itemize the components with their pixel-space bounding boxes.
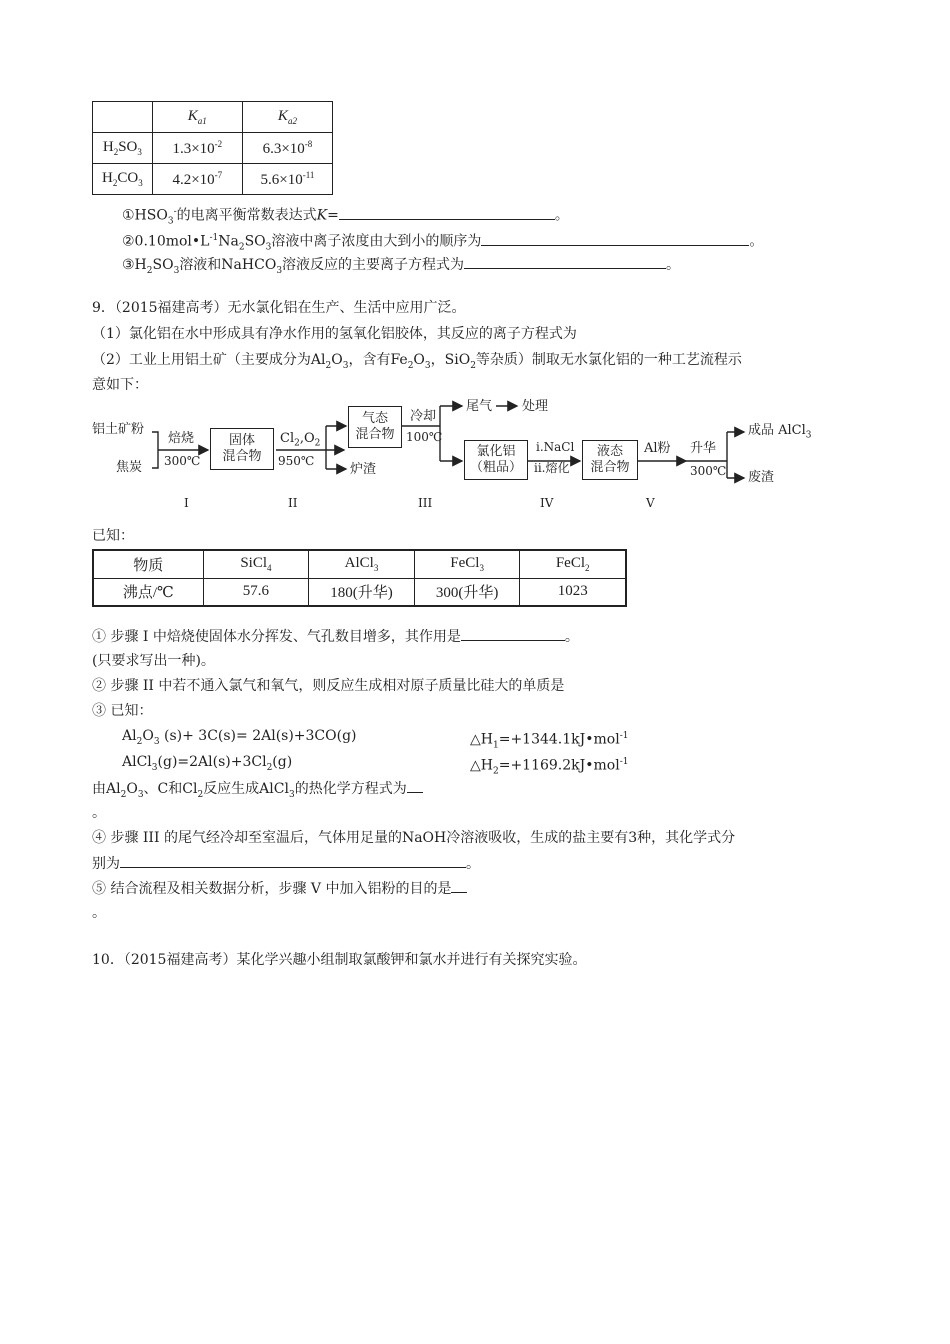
ka2-header: $K_{a2}$ <box>242 102 332 133</box>
bp-value: 180(升华) <box>309 578 415 606</box>
q9-step4: ④ 步骤 III 的尾气经冷却至室温后，气体用足量的NaOH冷溶液吸收，生成的盐主要有3种，其化学式分 <box>92 830 736 846</box>
bp-header-fecl2: FeCl$_2$ <box>520 550 626 578</box>
liquid-mixture-box: 液态 混合物 <box>582 440 638 480</box>
step-label-2: II <box>288 496 298 510</box>
step-label-3: III <box>418 496 433 510</box>
bp-value: 300(升华) <box>414 578 520 606</box>
q9-step4b: 别为 。 <box>92 853 480 874</box>
temp-300-label: 300℃ <box>164 454 201 468</box>
bp-row-label: 沸点/℃ <box>93 578 203 606</box>
bp-value: 57.6 <box>203 578 309 606</box>
ka1-cell: $1.3\times 10^{-2}$ <box>152 133 242 164</box>
q8-line-1: $①HSO_3^-$的电离平衡常数表达式K= 。 <box>122 202 569 231</box>
waste-label: 废渣 <box>748 470 775 485</box>
coke-label: 焦炭 <box>116 460 143 475</box>
bp-header-sicl4: SiCl$_4$ <box>203 550 309 578</box>
answer-blank[interactable] <box>461 626 565 641</box>
q9-part1: （1）氯化铝在水中形成具有净水作用的氢氧化铝胶体，其反应的离子方程式为 <box>92 326 577 342</box>
cool-label: 冷却 <box>410 409 437 424</box>
known-label: 已知： <box>92 528 134 544</box>
table-row <box>93 133 333 164</box>
ka2-cell: $5.6\times 10^{-11}$ <box>242 164 332 195</box>
ka-table <box>92 101 333 195</box>
species-cell: $H_2SO_3$ <box>93 133 153 164</box>
q8-line-3: $③H_2SO_3$溶液和NaHCO$_3$溶液反应的主要离子方程式为 。 <box>122 254 680 281</box>
q9-step3b: 由$Al_2O_3$、C和$Cl_2$反应生成AlCl$_3$的热化学方程式为 <box>92 778 423 805</box>
thermo-eq-2: $AlCl_3(g)=2Al(s)+3Cl_2(g)$ <box>122 754 293 773</box>
gas-mixture-box: 气态 混合物 <box>348 406 402 448</box>
solid-mixture-box: 固体 混合物 <box>210 428 274 470</box>
crude-alcl3-box: 氯化铝 （粗品） <box>464 440 528 480</box>
q9-step1b: (只要求写出一种)。 <box>92 653 215 669</box>
bp-value: 1023 <box>520 578 626 606</box>
temp-950-label: 950℃ <box>278 454 315 468</box>
ka-header-blank <box>93 102 153 133</box>
q9-step5-end: 。 <box>92 905 106 921</box>
bp-header-fecl3: FeCl$_3$ <box>414 550 520 578</box>
step-label-5: V <box>646 496 655 510</box>
q9-part2: （2）工业上用铝土矿（主要成分为$Al_2O_3$，含有$Fe_2O_3$，SiO$_2$等杂质）制取无水氯化铝的一种工艺流程示 <box>92 352 742 371</box>
answer-blank[interactable] <box>481 231 749 246</box>
answer-blank[interactable] <box>339 205 555 220</box>
bp-header-substance: 物质 <box>93 550 203 578</box>
ka2-cell: $6.3\times 10^{-8}$ <box>242 133 332 164</box>
q9-step2: ② 步骤 II 中若不通入氯气和氧气，则反应生成相对原子质量比硅大的单质是 <box>92 678 565 694</box>
enthalpy-1: $\triangle H_1=+1344.1kJ•mol^{-1}$ <box>470 731 629 751</box>
thermo-eq-1: $Al_2O_3$ (s)+ 3C(s)= 2Al(s)+3CO(g) <box>122 728 357 747</box>
answer-blank[interactable] <box>464 254 666 269</box>
melt-label: ii.熔化 <box>534 461 570 475</box>
boiling-point-table <box>92 549 627 607</box>
step-label-4: IV <box>540 496 554 510</box>
tail-gas-label: 尾气 <box>466 399 493 414</box>
al-powder-label: Al粉 <box>644 441 671 456</box>
q9-title: 9．（2015福建高考）无水氯化铝在生产、生活中应用广泛。 <box>92 300 466 316</box>
product-label: 成品 AlCl$_3$ <box>748 423 812 441</box>
temp-100-label: 100℃ <box>406 430 443 444</box>
q8-line-2: $②0.10mol•L^{-1}Na_2SO_3$溶液中离子浓度由大到小的顺序为 。 <box>122 228 763 257</box>
ka1-cell: $4.2\times 10^{-7}$ <box>152 164 242 195</box>
temp-300b-label: 300℃ <box>690 464 727 478</box>
q9-step1: ① 步骤 I 中焙烧使固体水分挥发、气孔数目增多，其作用是 。 <box>92 626 579 647</box>
cl2-o2-label: $Cl_2,O_2$ <box>280 431 321 449</box>
table-row <box>93 578 626 606</box>
calcine-label: 焙烧 <box>168 431 195 446</box>
slag-label: 炉渣 <box>350 462 377 477</box>
table-row <box>93 164 333 195</box>
bp-header-alcl3: AlCl$_3$ <box>309 550 415 578</box>
ka1-header: $K_{a1}$ <box>152 102 242 133</box>
raw-ore-label: 铝土矿粉 <box>92 422 145 437</box>
q9-step3: ③ 已知： <box>92 703 153 719</box>
q9-step5: ⑤ 结合流程及相关数据分析，步骤 V 中加入铝粉的目的是 <box>92 878 467 899</box>
step-label-1: I <box>184 496 189 510</box>
treatment-label: 处理 <box>522 399 549 414</box>
answer-blank[interactable] <box>120 853 466 868</box>
species-cell: $H_2CO_3$ <box>93 164 153 195</box>
nacl-label: i.NaCl <box>536 440 575 454</box>
q10-title: 10．（2015福建高考）某化学兴趣小组制取氯酸钾和氯水并进行有关探究实验。 <box>92 952 587 968</box>
answer-blank[interactable] <box>451 878 467 893</box>
q9-part2-cont: 意如下： <box>92 377 148 393</box>
sublime-label: 升华 <box>690 441 717 456</box>
answer-blank[interactable] <box>407 778 423 793</box>
q9-step3b-end: 。 <box>92 805 106 821</box>
process-flow-diagram <box>92 398 817 513</box>
enthalpy-2: $\triangle H_2=+1169.2kJ•mol^{-1}$ <box>470 757 629 777</box>
